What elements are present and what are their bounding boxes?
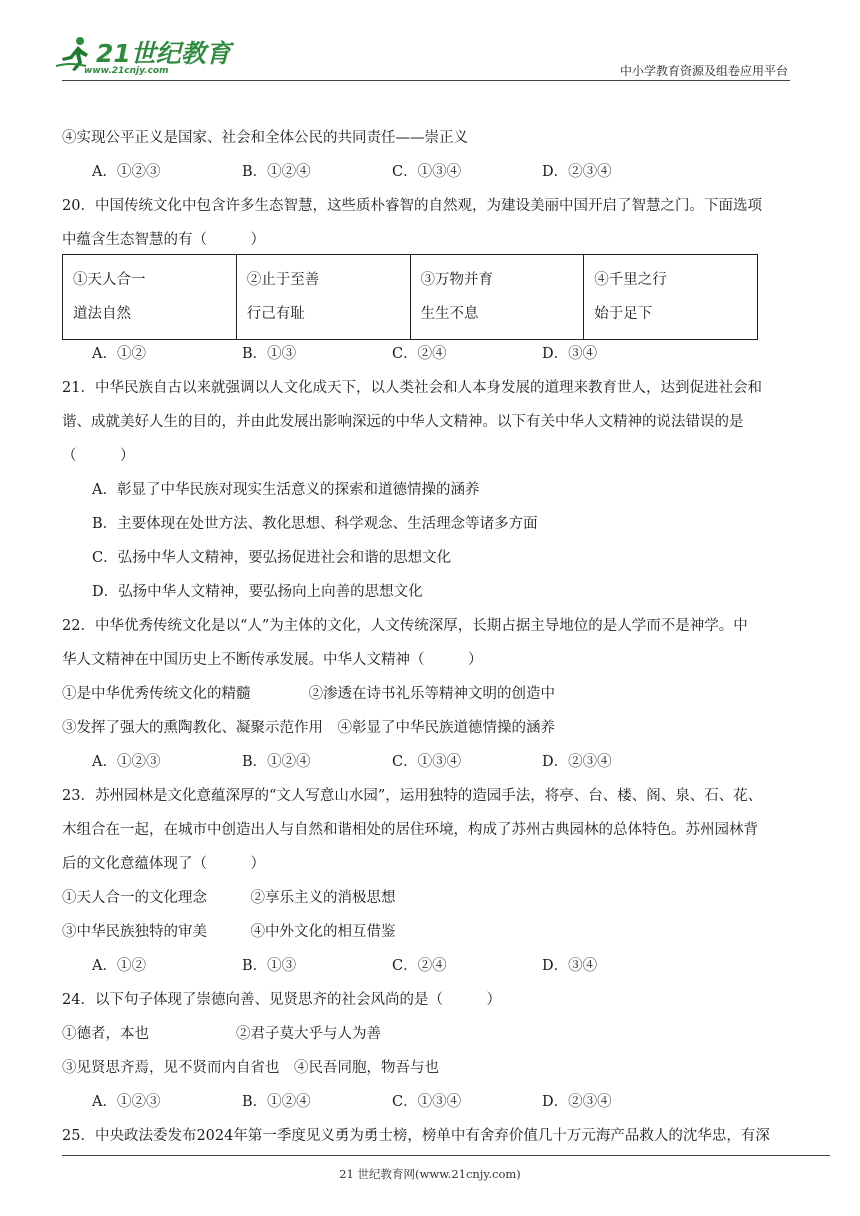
option-c[interactable]: C．①③④ [392, 164, 462, 180]
q22-statements-line-1: ①是中华优秀传统文化的精髓 ②渗透在诗书礼乐等精神文明的创造中 [62, 686, 555, 702]
q24-statements-line-2: ③见贤思齐焉，见不贤而内自省也 ④民吾同胞，物吾与也 [62, 1060, 439, 1076]
option-c[interactable]: C．①③④ [392, 1094, 462, 1110]
q22-stem-line-2: 华人文精神在中国历史上不断传承发展。中华人文精神（ ） [62, 652, 483, 668]
option-b[interactable]: B．①③ [242, 346, 297, 362]
q21-stem-line-1: 21．中华民族自古以来就强调以人文化成天下，以人类社会和人本身发展的道理来教育世人，达到促进社会和 [62, 380, 762, 396]
option-c[interactable]: C．①③④ [392, 754, 462, 770]
q20-stem-line-1: 20．中国传统文化中包含许多生态智慧，这些质朴睿智的自然观，为建设美丽中国开启了智慧之门。下面选项 [62, 198, 762, 214]
q22-options [92, 750, 692, 771]
header-divider [62, 80, 790, 81]
footer-divider [62, 1155, 830, 1156]
q20-options [92, 342, 692, 363]
page-footer[interactable]: 21 世纪教育网(www.21cnjy.com) [339, 1167, 521, 1181]
option-d[interactable]: D．②③④ [542, 1094, 612, 1110]
logo-url: www.21cnjy.com [84, 66, 169, 76]
option-c[interactable]: C．②④ [392, 346, 447, 362]
option-b[interactable]: B．①③ [242, 958, 297, 974]
option-c[interactable]: C．②④ [392, 958, 447, 974]
q24-statements-line-1: ①德者，本也 ②君子莫大乎与人为善 [62, 1026, 381, 1042]
q20-cell-3: ③万物并育 生生不息 [410, 255, 584, 340]
q23-stem-line-2: 木组合在一起，在城市中创造出人与自然和谐相处的居住环境，构成了苏州古典园林的总体特色。苏州园林背 [62, 822, 758, 838]
page-header [0, 0, 860, 90]
site-logo[interactable] [62, 36, 232, 80]
q23-options [92, 954, 692, 975]
option-a[interactable]: A．①②③ [92, 1094, 161, 1110]
option-d[interactable]: D．②③④ [542, 754, 612, 770]
option-a[interactable]: A．①②③ [92, 754, 161, 770]
q21-option-a[interactable]: A．彰显了中华民族对现实生活意义的探索和道德情操的涵养 [92, 482, 480, 498]
q20-stem-line-2: 中蕴含生态智慧的有（ ） [62, 232, 265, 248]
q21-option-d[interactable]: D．弘扬中华人文精神，要弘扬向上向善的思想文化 [92, 584, 423, 600]
q19-statement-4: ④实现公平正义是国家、社会和全体公民的共同责任——崇正义 [62, 130, 468, 146]
q20-table [62, 254, 758, 340]
q21-stem-line-2: 谐、成就美好人生的目的，并由此发展出影响深远的中华人文精神。以下有关中华人文精神的说法错误的是 [62, 414, 744, 430]
q20-cell-2: ②止于至善 行己有耻 [236, 255, 410, 340]
platform-label: 中小学教育资源及组卷应用平台 [619, 64, 788, 78]
option-b[interactable]: B．①②④ [242, 1094, 311, 1110]
option-a[interactable]: A．①② [92, 346, 146, 362]
q21-option-b[interactable]: B．主要体现在处世方法、教化思想、科学观念、生活理念等诸多方面 [92, 516, 538, 532]
q23-stem-line-1: 23．苏州园林是文化意蕴深厚的“文人写意山水园”，运用独特的造园手法，将亭、台、楼、阁、泉、石、花、 [62, 788, 763, 804]
option-a[interactable]: A．①②③ [92, 164, 161, 180]
option-d[interactable]: D．③④ [542, 958, 598, 974]
q23-statements-line-2: ③中华民族独特的审美 ④中外文化的相互借鉴 [62, 924, 396, 940]
q19-options [92, 160, 692, 181]
q23-statements-line-1: ①天人合一的文化理念 ②享乐主义的消极思想 [62, 890, 396, 906]
q22-stem-line-1: 22．中华优秀传统文化是以“人”为主体的文化，人文传统深厚，长期占据主导地位的是人学而不是神学。中 [62, 618, 748, 634]
logo-text: 21世纪教育 [96, 39, 231, 68]
q21-option-c[interactable]: C．弘扬中华人文精神，要弘扬促进社会和谐的思想文化 [92, 550, 452, 566]
option-a[interactable]: A．①② [92, 958, 146, 974]
option-d[interactable]: D．②③④ [542, 164, 612, 180]
q20-cell-4: ④千里之行 始于足下 [584, 255, 758, 340]
option-b[interactable]: B．①②④ [242, 164, 311, 180]
option-b[interactable]: B．①②④ [242, 754, 311, 770]
q21-stem-line-3: （ ） [62, 448, 135, 464]
q23-stem-line-3: 后的文化意蕴体现了（ ） [62, 856, 265, 872]
q24-stem-line-1: 24．以下句子体现了崇德向善、见贤思齐的社会风尚的是（ ） [62, 992, 501, 1008]
q20-cell-1: ①天人合一 道法自然 [63, 255, 237, 340]
option-d[interactable]: D．③④ [542, 346, 598, 362]
q24-options [92, 1090, 692, 1111]
q25-stem-line-1: 25．中央政法委发布2024年第一季度见义勇为勇士榜，榜单中有舍弃价值几十万元海产品救人的沈华忠，有深 [62, 1128, 770, 1144]
q22-statements-line-2: ③发挥了强大的熏陶教化、凝聚示范作用 ④彰显了中华民族道德情操的涵养 [62, 720, 555, 736]
